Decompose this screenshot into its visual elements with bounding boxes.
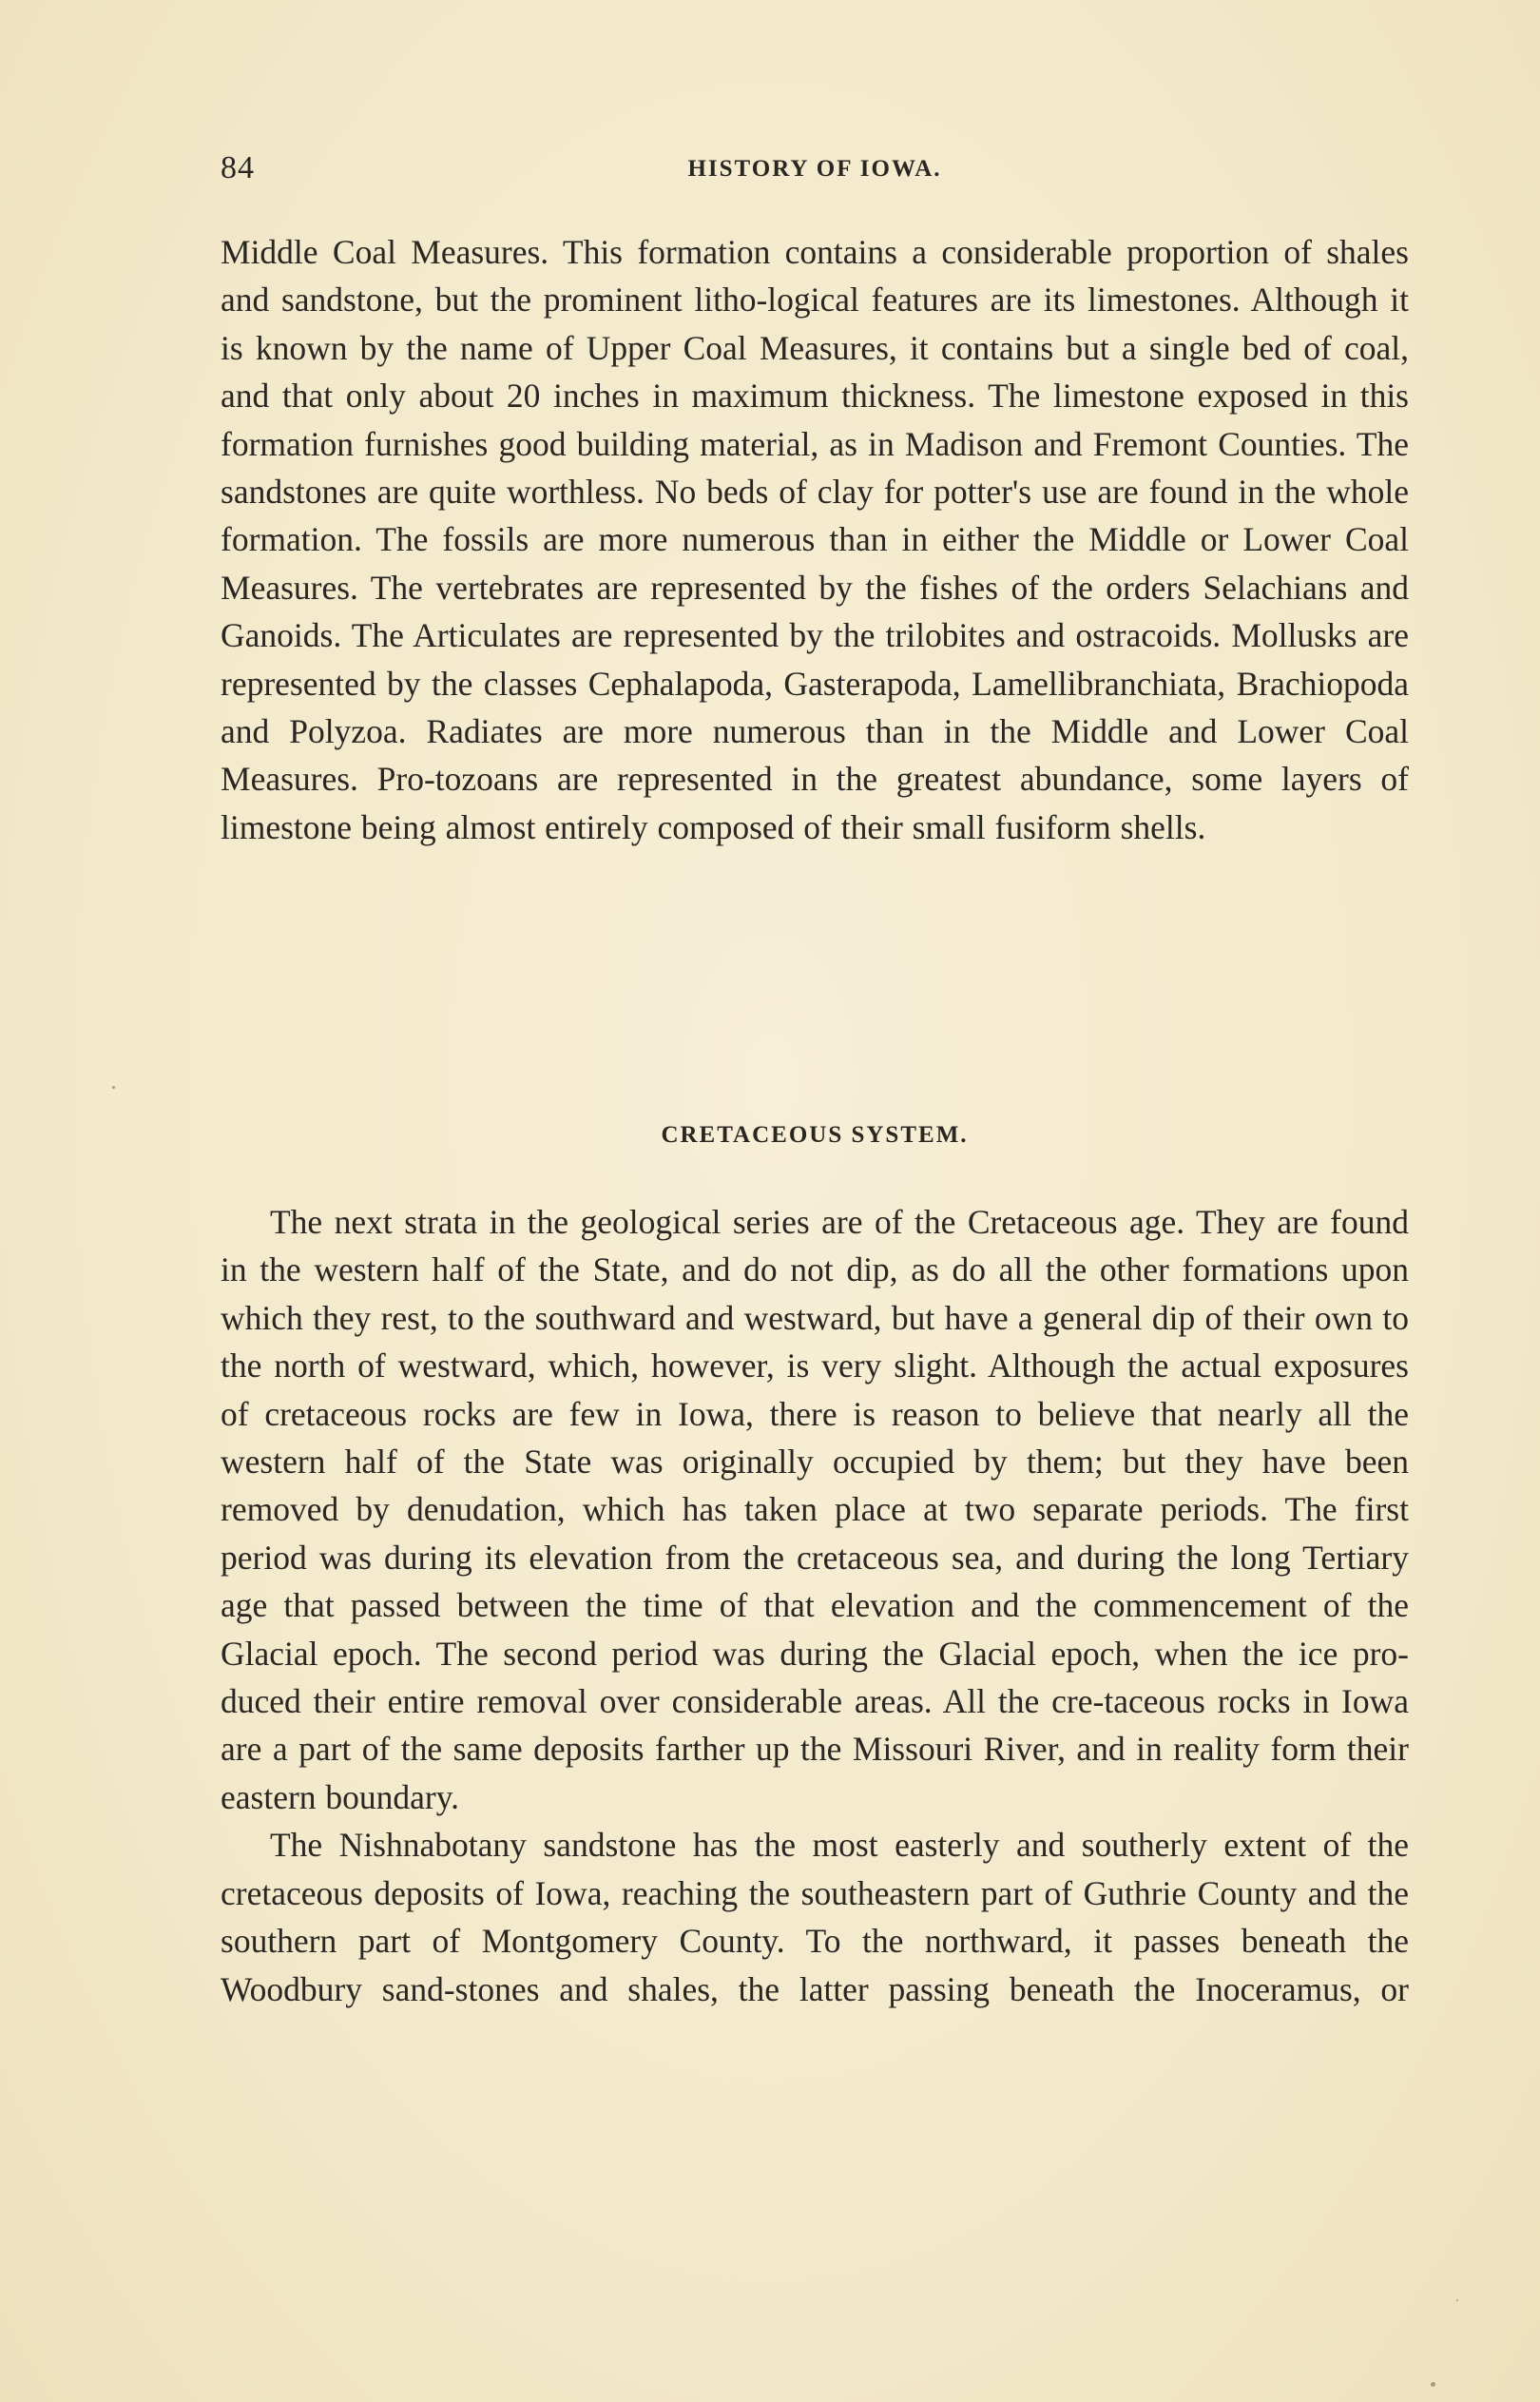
paragraph: Middle Coal Measures. This formation contains a considerable proportion of shales and sandstone, but the prominent litho-logical features are its limestones. Although it is known by the name of Upper Coal Measures, it contains but a single bed of coal, and that only about 20 inches in maximum thickness. The limestone exposed in this formation furnishes good building material, as in Madison and Fremont Counties. The sandstones are quite worthless. No beds of clay for potter's use are found in the whole formation. The fossils are more numerous than in either the Middle or Lower Coal Measures. The vertebrates are represented by the fishes of the orders Selachians and Ganoids. The Articulates are represented by the trilobites and ostracoids. Mollusks are represented by the classes Cephalapoda, Gasterapoda, Lamellibranchiata, Brachiopoda and Polyzoa. Radiates are more numerous than in the Middle and Lower Coal Measures. Pro-tozoans are represented in the greatest abundance, some layers of limestone being almost entirely composed of their small fusiform shells. <box>221 233 1409 846</box>
body-text-section <box>221 1198 1409 2013</box>
speck <box>112 1086 115 1089</box>
page-number: 84 <box>221 150 255 185</box>
paragraph: The next strata in the geological series are of the Cretaceous age. They are found in the western half of the State, and do not dip, as do all the other formations upon which they rest, to the southward and westward, but have a general dip of their own to the north of westward, which, however, is very slight. Although the actual exposures of cretaceous rocks are few in Iowa, there is reason to believe that nearly all the western half of the State was originally occupied by them; but they have been removed by denudation, which has taken place at two separate periods. The first period was during its elevation from the cretaceous sea, and during the long Tertiary age that passed between the time of that elevation and the commencement of the Glacial epoch. The second period was during the Glacial epoch, when the ice pro-duced their entire removal over considerable areas. All the cre-taceous rocks in Iowa are a part of the same deposits farther up the Missouri River, and in reality form their eastern boundary. <box>221 1203 1409 1816</box>
running-title: HISTORY OF IOWA. <box>687 156 942 182</box>
speck <box>1431 2382 1435 2387</box>
paragraph: The Nishnabotany sandstone has the most easterly and southerly extent of the cretaceous deposits of Iowa, reaching the southeastern part of Guthrie County and the southern part of Montgomery County. To the northward, it passes beneath the Woodbury sand-stones and shales, the latter passing beneath the Inoceramus, or <box>221 1826 1409 2008</box>
body-text-top <box>221 228 1409 851</box>
speck <box>1456 2299 1458 2301</box>
page-header <box>221 150 1409 198</box>
section-heading: CRETACEOUS SYSTEM. <box>661 1122 969 1148</box>
